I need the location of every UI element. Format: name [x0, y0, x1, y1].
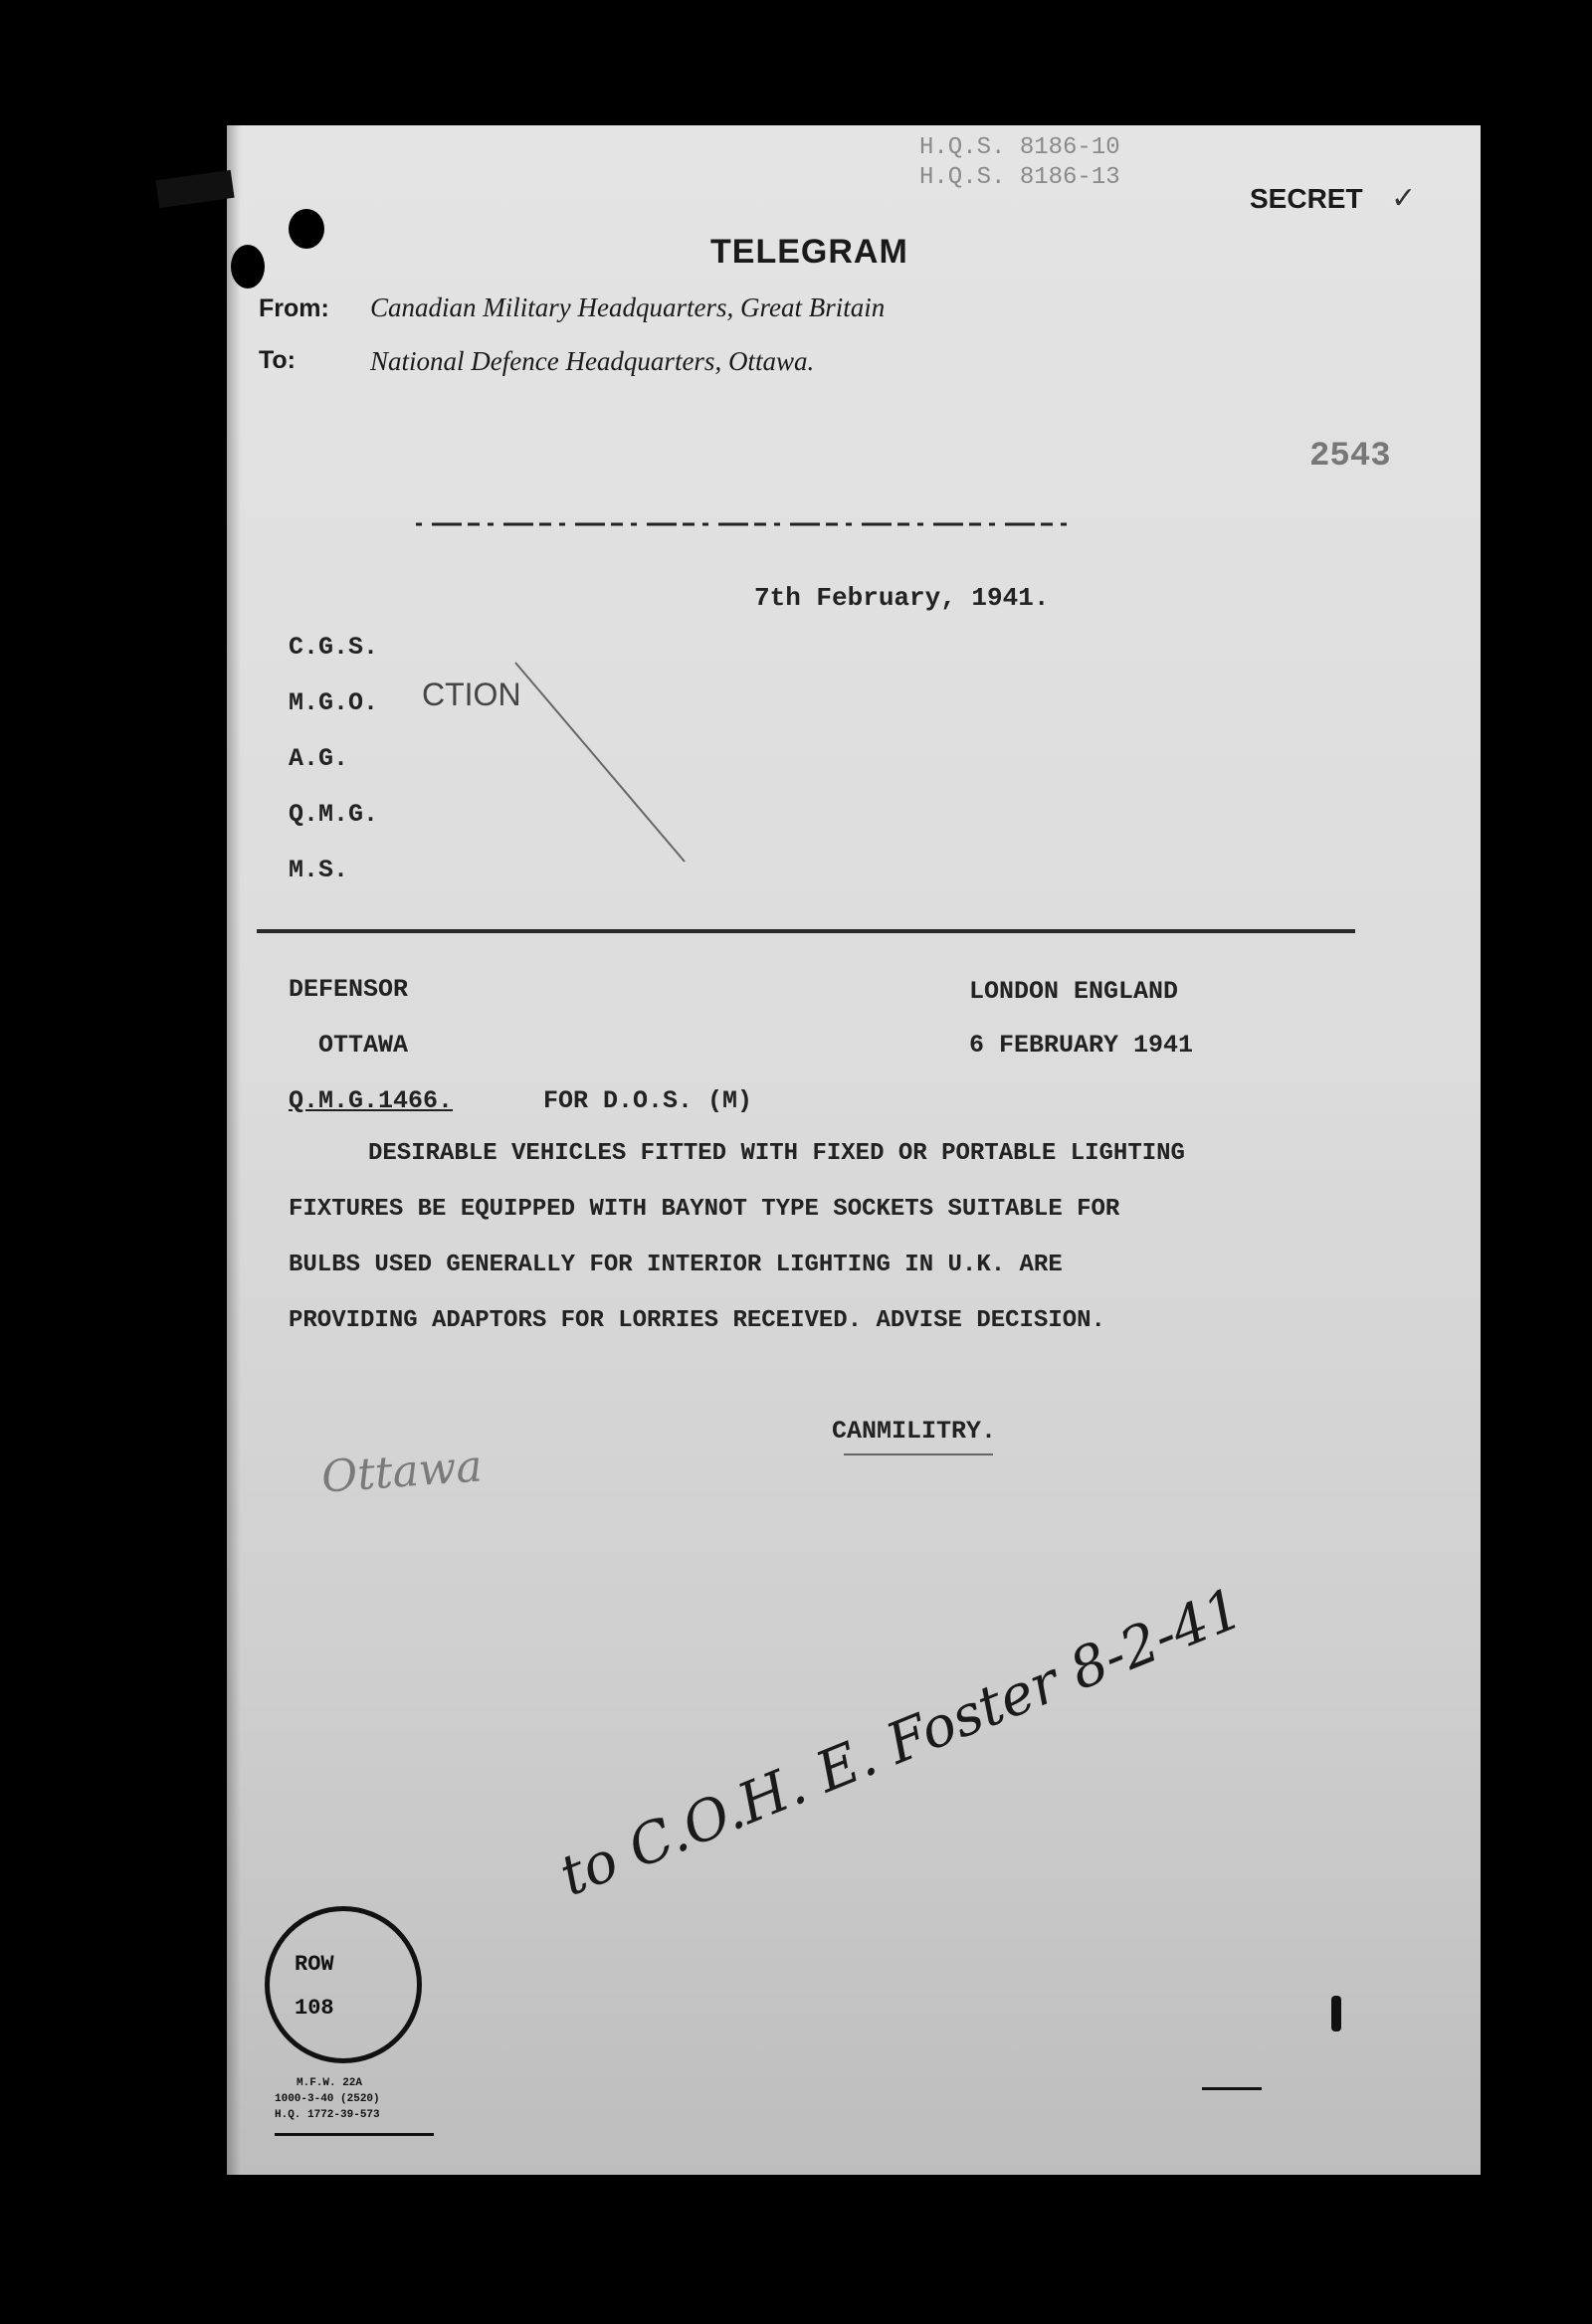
distribution-item: A.G.	[289, 744, 349, 773]
signature-underline	[844, 1453, 993, 1455]
from-label: From:	[259, 294, 329, 322]
stamp-line: 108	[295, 1996, 334, 2021]
form-number: 1000-3-40 (2520)	[275, 2093, 380, 2105]
pencil-note: Ottawa	[319, 1441, 485, 1503]
handwritten-signature	[550, 1576, 1252, 1946]
signature: CANMILITRY.	[832, 1417, 997, 1446]
origin-line: 6 FEBRUARY 1941	[969, 1031, 1194, 1060]
action-stamp: CTION	[422, 677, 521, 712]
body-line: FIXTURES BE EQUIPPED WITH BAYNOT TYPE SOCKETS SUITABLE FOR	[289, 1196, 1120, 1223]
to-label: To:	[259, 346, 297, 374]
distribution-item: M.G.O.	[289, 688, 379, 717]
body-line: DESIRABLE VEHICLES FITTED WITH FIXED OR PORTABLE LIGHTING	[368, 1140, 1185, 1167]
receipt-date: 7th February, 1941.	[754, 583, 1050, 613]
punch-hole	[231, 245, 265, 289]
body-line: PROVIDING ADAPTORS FOR LORRIES RECEIVED. ADVISE DECISION.	[289, 1307, 1105, 1334]
classification-label: SECRET	[1250, 183, 1363, 214]
origin-line: LONDON ENGLAND	[969, 977, 1179, 1006]
stamp-line: ROW	[295, 1952, 334, 1977]
punch-hole	[289, 209, 324, 249]
distribution-item: Q.M.G.	[289, 800, 379, 829]
tape-mark	[155, 170, 234, 208]
diagonal-mark	[515, 623, 695, 981]
file-ref-1: H.Q.S. 8186-10	[919, 134, 1120, 161]
body-line: BULBS USED GENERALLY FOR INTERIOR LIGHTING IN U.K. ARE	[289, 1252, 1063, 1278]
message-reference: Q.M.G.1466.	[289, 1086, 454, 1115]
check-mark-icon: ✓	[1391, 181, 1417, 216]
handwritten-text: to C.O.H. E. Foster 8-2-41	[550, 1576, 1252, 1909]
addressee-line: OTTAWA	[318, 1031, 409, 1060]
telegram-page	[227, 125, 1481, 2175]
distribution-item: C.G.S.	[289, 633, 379, 662]
from-value: Canadian Military Headquarters, Great Britain	[370, 292, 886, 322]
page-edge-shadow	[227, 125, 241, 2175]
section-separator	[257, 929, 1355, 933]
margin-mark	[1331, 1996, 1341, 2032]
form-number: H.Q. 1772-39-573	[275, 2109, 380, 2121]
distribution-item: M.S.	[289, 856, 349, 884]
page-number: 2543	[1309, 438, 1391, 476]
form-number: M.F.W. 22A	[297, 2077, 363, 2089]
for-line: FOR D.O.S. (M)	[543, 1086, 753, 1115]
file-ref-2: H.Q.S. 8186-13	[919, 164, 1120, 191]
form-rule	[275, 2133, 434, 2136]
dotted-divider	[416, 519, 1073, 529]
addressee-line: DEFENSOR	[289, 975, 409, 1004]
registry-stamp	[265, 1906, 422, 2063]
to-value: National Defence Headquarters, Ottawa.	[370, 346, 815, 376]
file-reference-stamp	[919, 133, 1120, 193]
margin-dash	[1202, 2087, 1262, 2090]
document-title: TELEGRAM	[710, 233, 908, 271]
